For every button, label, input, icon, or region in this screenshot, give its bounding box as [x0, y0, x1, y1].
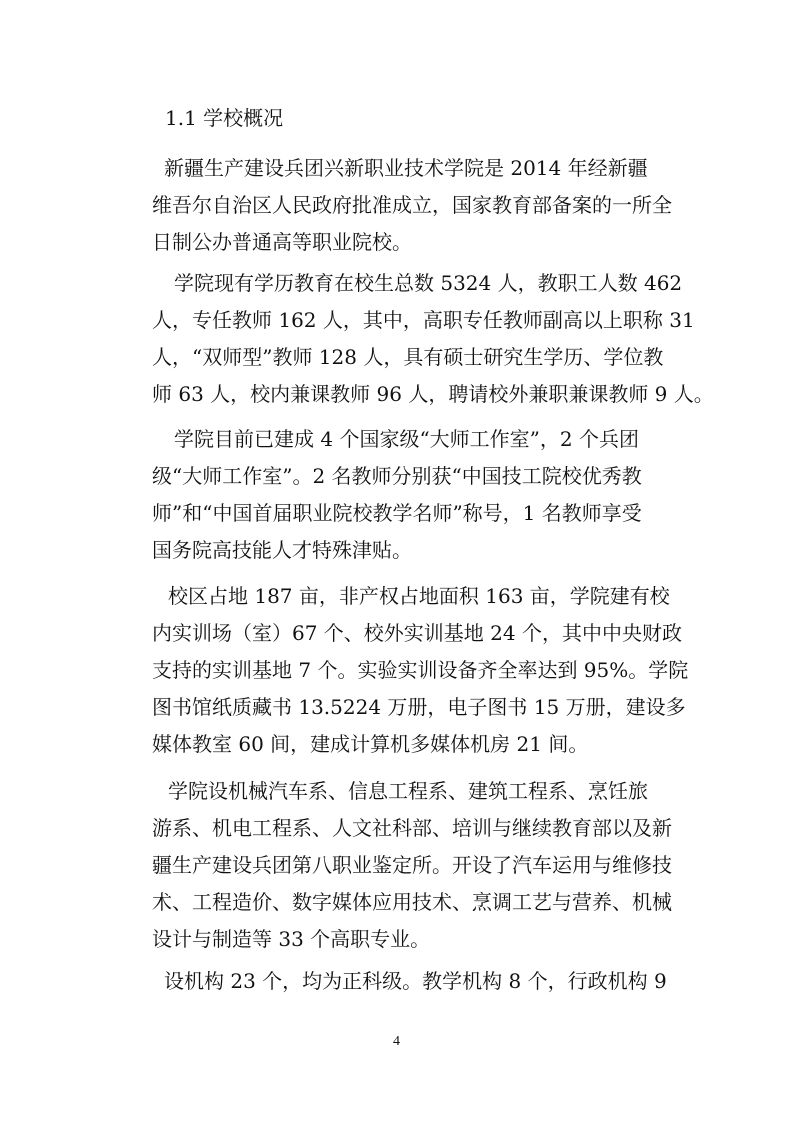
text-line: 师”和“中国首届职业院校教学名师”称号，1 名教师享受: [152, 501, 642, 525]
paragraph-campus-facilities: [152, 578, 689, 763]
text-line: 疆生产建设兵团第八职业鉴定所。开设了汽车运用与维修技: [152, 853, 672, 877]
text-line: 新疆生产建设兵团兴新职业技术学院是 2014 年经新疆: [164, 156, 648, 180]
text-line: 图书馆纸质藏书 13.5224 万册，电子图书 15 万册，建设多: [152, 695, 686, 719]
text-line: 设计与制造等 33 个高职专业。: [152, 927, 431, 951]
paragraph-departments-majors: [152, 773, 672, 958]
paragraph-institutions: [164, 963, 667, 1000]
paragraph-school-overview: [152, 150, 672, 261]
text-line: 学院目前已建成 4 个国家级“大师工作室”，2 个兵团: [174, 427, 639, 451]
text-line: 术、工程造价、数字媒体应用技术、烹调工艺与营养、机械: [152, 890, 672, 914]
text-line: 日制公办普通高等职业院校。: [152, 230, 412, 254]
section-heading: 1.1 学校概况: [165, 106, 284, 130]
text-line: 人，“双师型”教师 128 人，具有硕士研究生学历、学位教: [152, 345, 664, 369]
text-line: 维吾尔自治区人民政府批准成立，国家教育部备案的一所全: [152, 193, 672, 217]
text-line: 校区占地 187 亩，非产权占地面积 163 亩，学院建有校: [168, 584, 670, 608]
text-line: 内实训场（室）67 个、校外实训基地 24 个，其中中央财政: [152, 621, 682, 645]
text-line: 国务院高技能人才特殊津贴。: [152, 538, 412, 562]
text-line: 游系、机电工程系、人文社科部、培训与继续教育部以及新: [152, 816, 672, 840]
text-line: 媒体教室 60 间，建成计算机多媒体机房 21 间。: [152, 732, 589, 756]
text-line: 人，专任教师 162 人，其中，高职专任教师副高以上职称 31: [152, 308, 695, 332]
text-line: 学院现有学历教育在校生总数 5324 人，教职工人数 462: [174, 271, 683, 295]
text-line: 支持的实训基地 7 个。实验实训设备齐全率达到 95%。学院: [152, 658, 689, 682]
text-line: 级“大师工作室”。2 名教师分别获“中国技工院校优秀教: [152, 464, 642, 488]
text-line: 设机构 23 个，均为正科级。教学机构 8 个，行政机构 9: [164, 969, 667, 993]
paragraph-master-studios: [152, 421, 642, 569]
paragraph-students-teachers: [152, 265, 714, 413]
text-line: 师 63 人，校内兼课教师 96 人，聘请校外兼职兼课教师 9 人。: [152, 382, 714, 406]
text-line: 学院设机械汽车系、信息工程系、建筑工程系、烹饪旅: [168, 779, 648, 803]
page-number: 4: [393, 1034, 400, 1049]
